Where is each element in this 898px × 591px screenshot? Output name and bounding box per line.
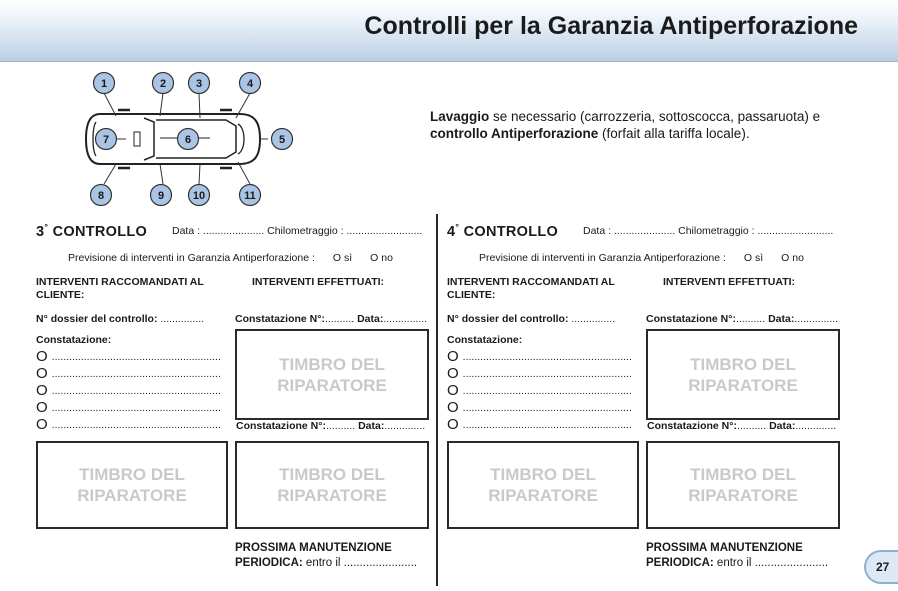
control-title: 3° CONTROLLO [36,222,148,240]
diagram-marker-8 [91,185,112,206]
constatazione-item[interactable] [36,399,226,416]
checkbox-circle-icon[interactable]: O [36,365,48,382]
next-maintenance[interactable]: PROSSIMA MANUTENZIONE PERIODICA: entro il ....................... [235,542,418,569]
date-mileage-line: Data : ..................... Chilometraggio : .......................... [583,225,834,237]
constatazione-number-line-2[interactable]: Constatazione N°:.......... Data:.............. [647,420,837,432]
checkbox-circle-icon[interactable]: O [447,365,459,382]
previsione-line: Previsione di interventi in Garanzia Antiperforazione : O sì O no [68,252,393,264]
repairer-stamp-box: TIMBRO DEL RIPARATORE [235,329,429,420]
diagram-marker-2 [153,73,174,94]
diagram-marker-label: 4 [246,78,254,90]
constatazione-item[interactable] [36,382,226,399]
recommended-label: INTERVENTI RACCOMANDATI AL CLIENTE: [447,276,615,301]
intro-text [430,108,860,142]
checkbox-circle-icon[interactable]: O [36,382,48,399]
intro-bold-2: controllo Antiperforazione [430,126,599,141]
control-section-4 [447,214,847,586]
checkbox-circle-icon[interactable]: O [36,416,48,433]
dotted-line: .......................................................... [462,351,632,363]
dotted-line: .......................................................... [462,385,632,397]
intro-text-2: (forfait alla tariffa locale). [598,126,750,141]
repairer-stamp-box: TIMBRO DEL RIPARATORE [235,441,429,529]
diagram-marker-label: 11 [244,190,256,202]
option-no[interactable]: O no [781,252,804,264]
constatazione-item[interactable] [447,382,637,399]
diagram-marker-label: 9 [157,190,165,202]
checkbox-circle-icon[interactable]: O [36,348,48,365]
dossier-line[interactable]: N° dossier del controllo: ............... [36,313,205,325]
option-si[interactable]: O sì [332,252,353,264]
dotted-line: .......................................................... [51,402,221,414]
diagram-marker-6 [178,129,199,150]
dotted-line: .......................................................... [462,368,632,380]
diagram-marker-7 [96,129,117,150]
intro-bold-1: Lavaggio [430,109,490,124]
constatazione-item[interactable] [447,416,637,433]
intro-text-1: se necessario (carrozzeria, sottoscocca, passaruota) e [489,109,821,124]
constatazione-number-line[interactable]: Constatazione N°:.......... Data:............... [235,313,428,325]
constatazione-item[interactable] [36,365,226,382]
column-divider [436,214,438,586]
checkbox-circle-icon[interactable]: O [36,399,48,416]
next-maintenance[interactable]: PROSSIMA MANUTENZIONE PERIODICA: entro il ....................... [646,542,829,569]
constatazione-item[interactable] [447,399,637,416]
repairer-stamp-box: TIMBRO DEL RIPARATORE [447,441,639,529]
dotted-line: .......................................................... [51,385,221,397]
checkbox-circle-icon[interactable]: O [447,348,459,365]
constatazione-checklist [447,348,637,433]
diagram-marker-label: 10 [192,190,206,202]
diagram-marker-4 [240,73,261,94]
constatazione-item[interactable] [36,348,226,365]
diagram-marker-label: 1 [100,78,108,90]
diagram-marker-10 [189,185,210,206]
option-si[interactable]: O sì [743,252,764,264]
constatazione-item[interactable] [36,416,226,433]
constatazione-item[interactable] [447,348,637,365]
page-title: Controlli per la Garanzia Antiperforazione [364,12,858,40]
constatazione-number-line-2[interactable]: Constatazione N°:.......... Data:.............. [236,420,426,432]
constatazione-label: Constatazione: [447,334,523,346]
diagram-marker-label: 5 [278,134,286,146]
diagram-marker-1 [94,73,115,94]
recommended-label: INTERVENTI RACCOMANDATI AL CLIENTE: [36,276,204,301]
control-title: 4° CONTROLLO [447,222,559,240]
checkbox-circle-icon[interactable]: O [447,416,459,433]
diagram-marker-label: 8 [97,190,105,202]
dotted-line: .......................................................... [51,351,221,363]
repairer-stamp-box: TIMBRO DEL RIPARATORE [646,441,840,529]
diagram-marker-label: 7 [102,134,110,146]
dotted-line: .......................................................... [51,368,221,380]
performed-label: INTERVENTI EFFETTUATI: [663,276,796,288]
constatazione-item[interactable] [447,365,637,382]
option-no[interactable]: O no [370,252,393,264]
constatazione-checklist [36,348,226,433]
diagram-marker-label: 3 [195,78,203,90]
dossier-line[interactable]: N° dossier del controllo: ............... [447,313,616,325]
constatazione-label: Constatazione: [36,334,112,346]
diagram-marker-5 [272,129,293,150]
performed-label: INTERVENTI EFFETTUATI: [252,276,385,288]
constatazione-number-line[interactable]: Constatazione N°:.......... Data:............... [646,313,839,325]
car-inspection-diagram [60,66,310,212]
diagram-marker-3 [189,73,210,94]
dotted-line: .......................................................... [462,419,632,431]
repairer-stamp-box: TIMBRO DEL RIPARATORE [36,441,228,529]
dotted-line: .......................................................... [51,419,221,431]
checkbox-circle-icon[interactable]: O [447,382,459,399]
diagram-marker-label: 2 [159,78,167,90]
checkbox-circle-icon[interactable]: O [447,399,459,416]
dotted-line: .......................................................... [462,402,632,414]
date-mileage-line: Data : ..................... Chilometraggio : .......................... [172,225,423,237]
control-section-3 [36,214,436,586]
previsione-line: Previsione di interventi in Garanzia Antiperforazione : O sì O no [479,252,804,264]
page-number: 27 [876,560,890,574]
page-header [0,0,898,62]
diagram-marker-label: 6 [184,134,192,146]
diagram-marker-11 [240,185,261,206]
repairer-stamp-box: TIMBRO DEL RIPARATORE [646,329,840,420]
diagram-marker-9 [151,185,172,206]
